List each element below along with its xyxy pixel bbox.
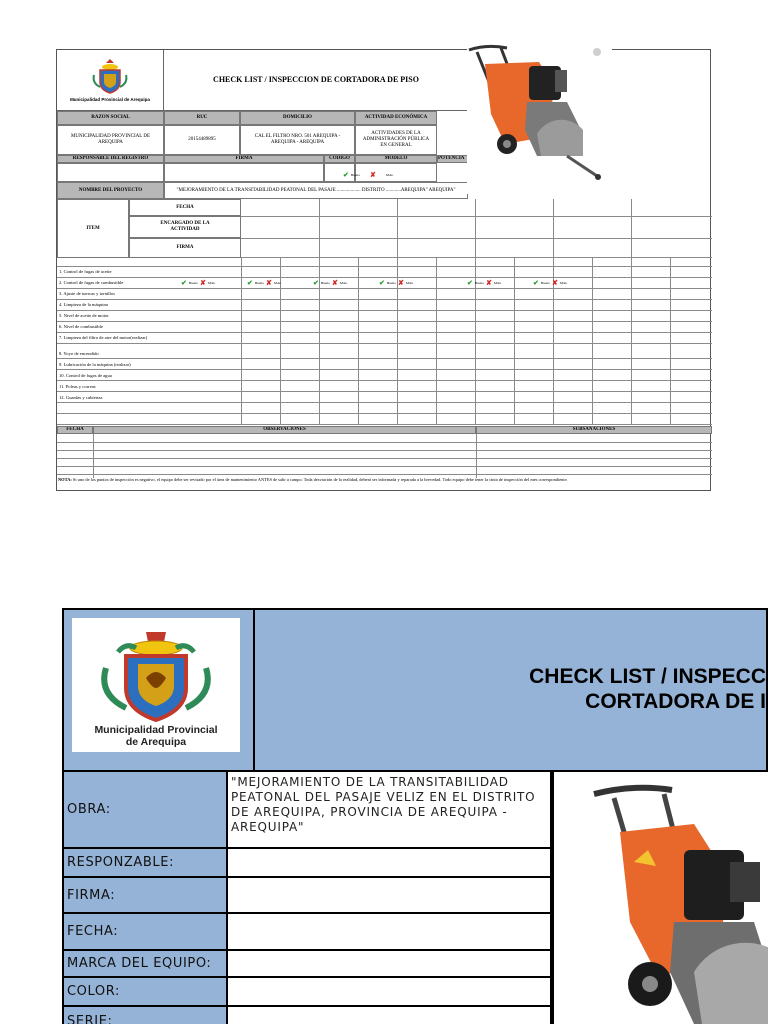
municipality-logo-small [57, 50, 164, 111]
header-razon-social: RAZON SOCIAL [57, 111, 164, 125]
header-domicilio: DOMICILIO [240, 111, 355, 125]
bueno-label: Bueno [350, 173, 361, 178]
header-actividad: ACTIVIDAD ECONÓMICA [355, 111, 437, 125]
value-actividad: ACTIVIDADES DE LA ADMINISTRACIÓN PÚBLICA EN GENERAL [355, 125, 437, 155]
bueno-malo-marker [313, 279, 347, 287]
checklist-item: 9. Lubricación de la máquina (realizar) [59, 362, 131, 367]
check-icon: ✔ [313, 279, 319, 287]
check-icon: ✔ [343, 171, 349, 179]
cross-icon: ✘ [552, 279, 558, 287]
checklist-title-small: CHECK LIST / INSPECCION DE CORTADORA DE PISO [164, 50, 468, 111]
fecha-label: FECHA: [62, 914, 228, 951]
obra-label: OBRA: [62, 772, 228, 849]
encargado-label: ENCARGADO DE LA ACTIVIDAD [129, 216, 241, 238]
observations-table [57, 426, 712, 478]
item-label: ITEM [57, 199, 129, 258]
checklist-title-large [529, 664, 766, 714]
value-domicilio: CAL EL FILTRO NRO. 501 AREQUIPA - AREQUIPA - AREQUIPA [240, 125, 355, 155]
responzable-label: RESPONZABLE: [62, 849, 228, 878]
malo-label: Malo [493, 281, 502, 286]
obra-value: "MEJORAMIENTO DE LA TRANSITABILIDAD PEATONAL DEL PASAJE VELIZ EN EL DISTRITO DE AREQUIPA, PROVINCIA DE AREQUIPA - AREQUIPA" [228, 772, 552, 849]
header-potencia: POTENCIA [437, 155, 468, 163]
firma-field[interactable] [228, 878, 552, 914]
municipality-logo-large [62, 608, 255, 772]
check-icon: ✔ [533, 279, 539, 287]
nota-text [58, 477, 638, 483]
checklist-item: 12. Guardas y cubiertas [59, 395, 103, 400]
coat-of-arms-icon [90, 57, 130, 95]
obs-header-fecha: FECHA [57, 426, 93, 434]
serie-label: SERIE: [62, 1007, 228, 1024]
floor-saw-icon [554, 772, 768, 1024]
bueno-malo-marker [467, 279, 501, 287]
logo-box [72, 618, 240, 752]
cross-icon: ✘ [486, 279, 492, 287]
bueno-malo-marker [247, 279, 281, 287]
checklist-item: 5. Nivel de aceite de motor [59, 313, 109, 318]
floor-saw-icon [467, 44, 612, 194]
bueno-label: Bueno [474, 281, 485, 286]
cross-icon: ✘ [398, 279, 404, 287]
obs-header-observaciones: OBSERVACIONES [93, 426, 476, 434]
nota-body: Si uno de los puntos de inspección es negativo, el equipo debe ser revisado por el área de mantenimiento ANTES de salir a campo. Toda desviación de la realidad, deberá ser informada y reparada a la brevedad. Todo equipo debe tener la cinta de inspección del mes correspondiente. [71, 477, 568, 482]
color-field[interactable] [228, 978, 552, 1007]
value-ruc: 20154489895 [164, 125, 240, 155]
cross-icon: ✘ [370, 171, 376, 179]
bueno-malo-marker [379, 279, 413, 287]
bueno-label: Bueno [386, 281, 397, 286]
header-codigo: CODIGO [324, 155, 355, 163]
bueno-label: Bueno [254, 281, 265, 286]
org-name-line2: de Arequipa [125, 735, 187, 748]
header-ruc: RUC [164, 111, 240, 125]
checklist-sheet-small [56, 49, 711, 491]
header-responsable: RESPONSABLE DEL REGISTRO [57, 155, 164, 163]
value-firma [164, 163, 324, 182]
bueno-malo-legend [343, 171, 393, 179]
items-table [57, 266, 712, 426]
serie-field[interactable] [228, 1007, 552, 1024]
cross-icon: ✘ [266, 279, 272, 287]
malo-label: Malo [207, 281, 216, 286]
checklist-item: 6. Nivel de combustible [59, 324, 103, 329]
floor-saw-photo-large [552, 772, 768, 1024]
checklist-item: 4. Limpieza de la máquina [59, 302, 108, 307]
check-icon: ✔ [181, 279, 187, 287]
checklist-item: 8. Yoyo de encendido [59, 351, 99, 356]
malo-label: Malo [405, 281, 414, 286]
checklist-item: 3. Ajuste de tuercas y tornillos [59, 291, 115, 296]
marca-equipo-field[interactable] [228, 951, 552, 978]
malo-label: Malo [273, 281, 282, 286]
header-modelo: MODELO [355, 155, 437, 163]
firma-label: FIRMA: [62, 878, 228, 914]
check-icon: ✔ [467, 279, 473, 287]
title-banner-large [255, 608, 768, 772]
bueno-label: Bueno [540, 281, 551, 286]
bueno-malo-marker [181, 279, 215, 287]
fecha-field[interactable] [228, 914, 552, 951]
org-name-line1: Municipalidad Provincial [94, 723, 218, 736]
proyecto-label: NOMBRE DEL PROYECTO [57, 182, 164, 199]
checklist-item: 7. Limpieza del filtro de aire del motor(realizar) [59, 335, 148, 340]
title-line1: CHECK LIST / INSPECC [529, 665, 766, 688]
value-responsable [57, 163, 164, 182]
proyecto-value: "MEJORAMIENTO DE LA TRANSITABILIDAD PEATONAL DEL PASAJE ................... DISTRITO ............AREQUIPA" AREQUIPA" [164, 182, 468, 199]
bueno-label: Bueno [188, 281, 199, 286]
fecha-label: FECHA [129, 199, 241, 216]
malo-label: Malo [385, 173, 394, 178]
checklist-item: 10. Control de fugas de agua [59, 373, 112, 378]
malo-label: Malo [559, 281, 568, 286]
check-icon: ✔ [379, 279, 385, 287]
date-columns [241, 199, 712, 258]
coat-of-arms-icon [96, 628, 216, 724]
bueno-label: Bueno [320, 281, 331, 286]
malo-label: Malo [339, 281, 348, 286]
org-name-small: Municipalidad Provincial de Arequipa [70, 97, 150, 103]
cross-icon: ✘ [332, 279, 338, 287]
responzable-field[interactable] [228, 849, 552, 878]
cross-icon: ✘ [200, 279, 206, 287]
nota-label: NOTA: [58, 477, 72, 482]
floor-saw-photo-small [467, 44, 612, 194]
org-name-large [94, 724, 217, 748]
obs-header-subsanaciones: SUBSANACIONES [476, 426, 712, 434]
color-label: COLOR: [62, 978, 228, 1007]
firma-label: FIRMA [129, 238, 241, 258]
bueno-malo-marker [533, 279, 567, 287]
checklist-sheet-large [62, 608, 768, 1024]
marca-equipo-label: MARCA DEL EQUIPO: [62, 951, 228, 978]
header-firma: FIRMA [164, 155, 324, 163]
checklist-item: 11. Poleas y correas [59, 384, 96, 389]
check-icon: ✔ [247, 279, 253, 287]
checklist-item: 1. Control de fugas de aceite [59, 269, 112, 274]
title-line2: CORTADORA DE I [585, 690, 766, 714]
value-razon-social: MUNICIPALIDAD PROVINCIAL DE AREQUIPA [57, 125, 164, 155]
checklist-item: 2. Control de fugas de combustible [59, 280, 124, 285]
